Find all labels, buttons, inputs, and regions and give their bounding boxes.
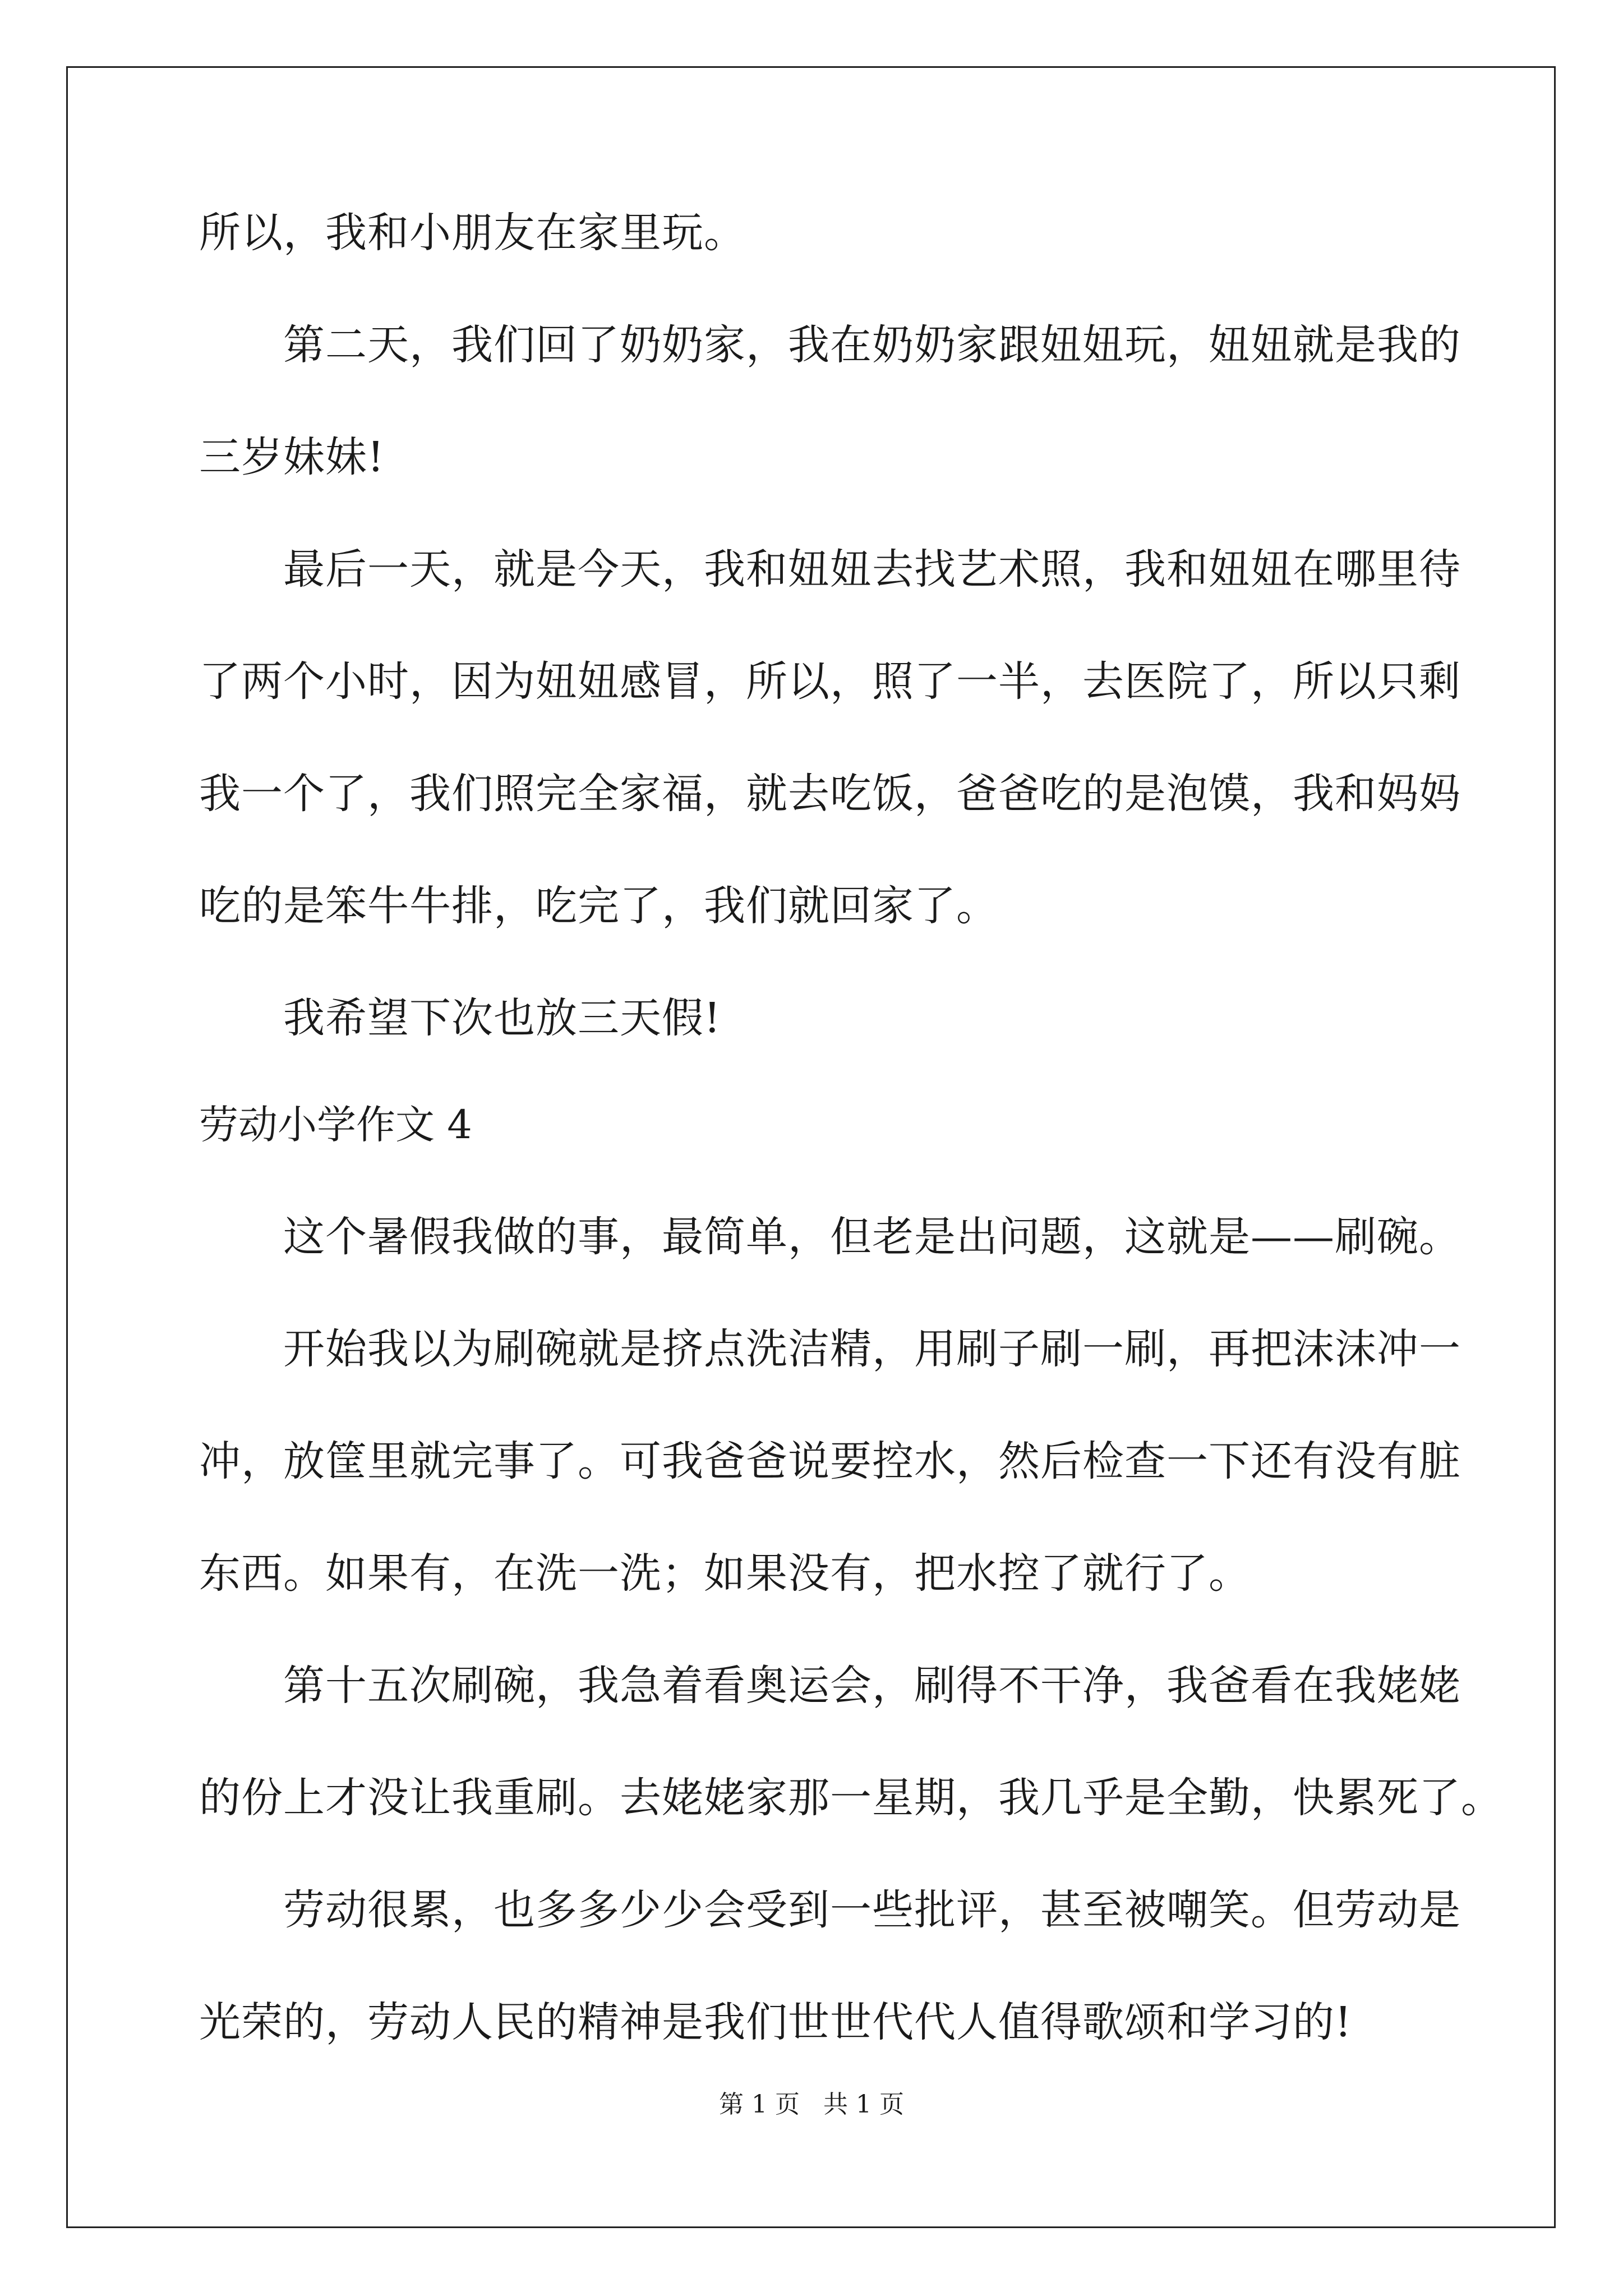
paragraph-start-line: 劳动很累，也多多少少会受到一些批评，甚至被嘲笑。但劳动是 [283,1886,1461,1934]
text-line: 东西。如果有，在洗一洗；如果没有，把水控了就行了。 [199,1549,1251,1598]
paragraph-start-line: 这个暑假我做的事，最简单，但老是出问题，这就是——刷碗。 [283,1213,1461,1261]
paragraph-start-line: 第二天，我们回了奶奶家，我在奶奶家跟妞妞玩，妞妞就是我的 [283,321,1461,369]
text-line: 吃的是笨牛牛排，吃完了，我们就回家了。 [199,882,998,930]
paragraph-start-line: 我希望下次也放三天假! [283,994,721,1042]
text-line: 三岁妹妹! [199,433,385,481]
text-line: 的份上才没让我重刷。去姥姥家那一星期，我几乎是全勤，快累死了。 [199,1774,1503,1822]
paragraph-start-line: 第十五次刷碗，我急着看奥运会，刷得不干净，我爸看在我姥姥 [283,1662,1461,1710]
page-number-footer: 第 1 页 共 1 页 [719,2090,904,2119]
text-line: 了两个小时，因为妞妞感冒，所以，照了一半，去医院了，所以只剩 [199,657,1461,706]
text-line: 所以，我和小朋友在家里玩。 [199,209,746,257]
paragraph-start-line: 开始我以为刷碗就是挤点洗洁精，用刷子刷一刷，再把沫沫冲一 [283,1325,1461,1373]
text-line: 我一个了，我们照完全家福，就去吃饭，爸爸吃的是泡馍，我和妈妈 [199,770,1461,818]
section-heading: 劳动小学作文 4 [199,1102,472,1148]
text-line: 冲，放筐里就完事了。可我爸爸说要控水，然后检查一下还有没有脏 [199,1437,1461,1485]
paragraph-start-line: 最后一天，就是今天，我和妞妞去找艺术照，我和妞妞在哪里待 [283,545,1461,593]
text-line: 光荣的，劳动人民的精神是我们世世代代人值得歌颂和学习的! [199,1998,1352,2046]
